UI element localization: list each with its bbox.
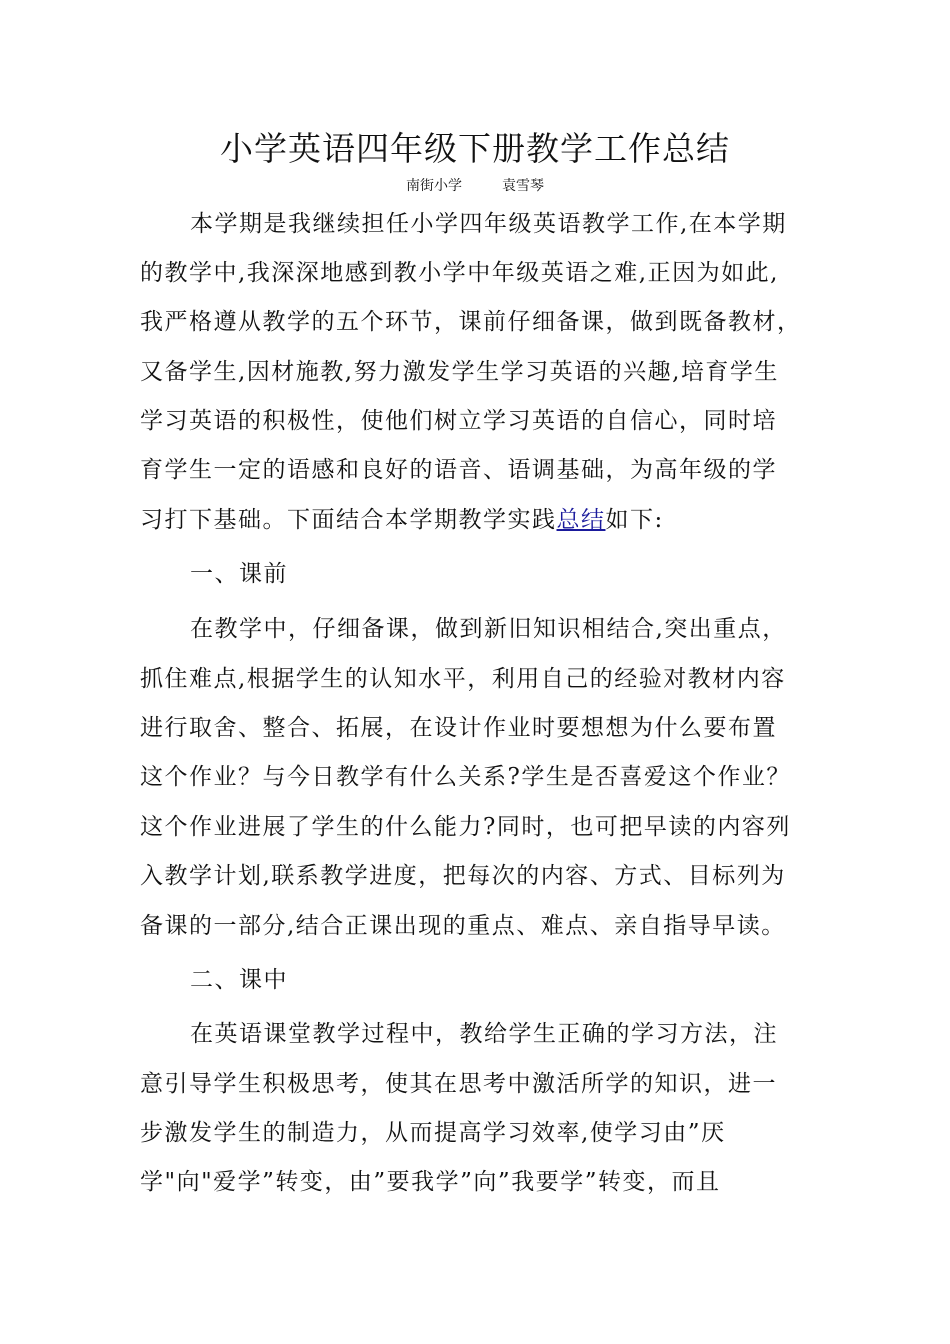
paragraph-line: 在英语课堂教学过程中，教给学生正确的学习方法，注	[190, 1021, 778, 1047]
paragraph-line: 育学生一定的语感和良好的语音、语调基础，为高年级的学	[140, 457, 777, 483]
paragraph-line: 入教学计划,联系教学进度，把每次的内容、方式、目标列为	[140, 863, 786, 889]
paragraph-line: 在教学中，仔细备课，做到新旧知识相结合,突出重点，	[190, 616, 787, 642]
paragraph-line: 的教学中,我深深地感到教小学中年级英语之难,正因为如此,	[140, 260, 779, 286]
paragraph-line: 学习英语的积极性，使他们树立学习英语的自信心，同时培	[140, 408, 777, 434]
school-name: 南街小学	[406, 178, 462, 194]
paragraph-line: 这个作业进展了学生的什么能力?同时，也可把早读的内容列	[140, 814, 791, 840]
paragraph-line: 又备学生,因材施教,努力激发学生学习英语的兴趣,培育学生	[140, 359, 779, 385]
paragraph-line: 本学期是我继续担任小学四年级英语教学工作,在本学期	[190, 211, 787, 237]
section-heading: 一、课前	[190, 561, 288, 587]
paragraph-line: 我严格遵从教学的五个环节，课前仔细备课，做到既备教材，	[140, 309, 802, 335]
paragraph-line: 这个作业？与今日教学有什么关系?学生是否喜爱这个作业？	[140, 764, 791, 790]
document-title: 小学英语四年级下册教学工作总结	[220, 129, 730, 168]
section-heading: 二、课中	[190, 967, 288, 993]
document-byline	[0, 176, 950, 196]
paragraph-line: 抓住难点,根据学生的认知水平，利用自己的经验对教材内容	[140, 666, 786, 692]
paragraph-line	[140, 505, 830, 535]
summary-link[interactable]: 总结	[556, 507, 606, 533]
author-name: 袁雪琴	[502, 178, 544, 194]
paragraph-text: 习打下基础。下面结合本学期教学实践	[140, 507, 557, 533]
paragraph-line: 意引导学生积极思考，使其在思考中激活所学的知识，进一	[140, 1071, 777, 1097]
paragraph-line: 进行取舍、整合、拓展，在设计作业时要想想为什么要布置	[140, 715, 777, 741]
paragraph-line: 步激发学生的制造力，从而提高学习效率,使学习由”厌	[140, 1120, 726, 1146]
paragraph-line: 备课的一部分,结合正课出现的重点、难点、亲自指导早读。	[140, 913, 786, 939]
paragraph-text: 如下:	[605, 507, 664, 533]
paragraph-line: 学"向"爱学”转变，由”要我学”向”我要学”转变，而且	[140, 1169, 721, 1195]
